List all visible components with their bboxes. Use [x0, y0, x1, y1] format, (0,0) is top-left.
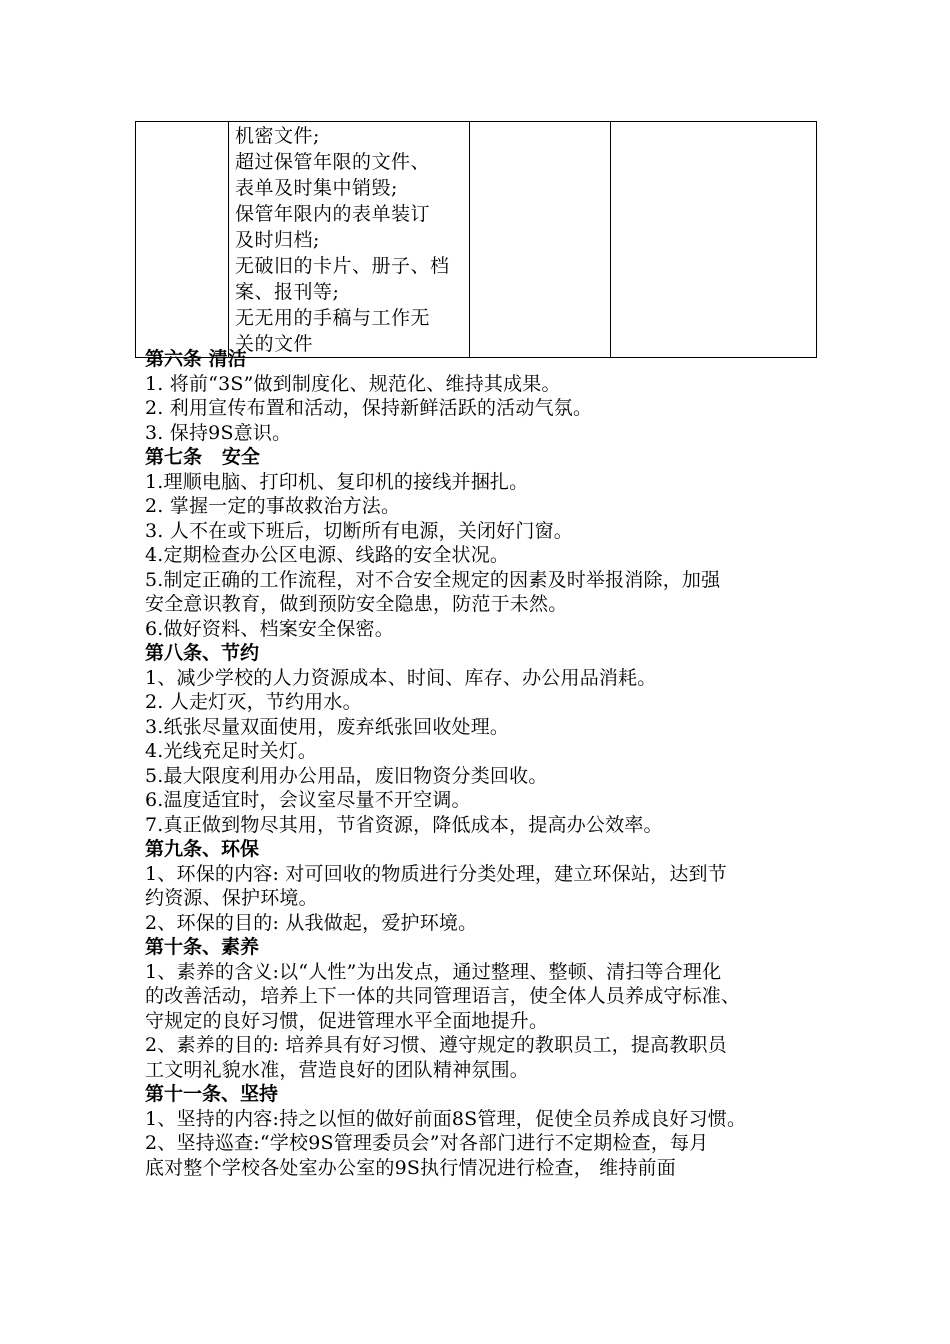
section-line: 1.理顺电脑、打印机、复印机的接线并捆扎。 [145, 470, 529, 493]
section-line: 工文明礼貌水准，营造良好的团队精神氛围。 [145, 1058, 530, 1081]
cell-line: 及时归档; [235, 229, 320, 251]
section-line: 7.真正做到物尽其用，节省资源，降低成本，提高办公效率。 [145, 813, 663, 836]
section-line: 3. 保持9S意识。 [145, 421, 292, 444]
section-line: 底对整个学校各处室办公室的9S执行情况进行检查， 维持前面 [145, 1156, 676, 1179]
section-heading: 第六条 清洁 [145, 348, 247, 370]
section-line: 6.做好资料、档案安全保密。 [145, 617, 394, 640]
section-line: 的改善活动，培养上下一体的共同管理语言，使全体人员养成守标准、 [145, 985, 741, 1007]
cell-line: 关的文件 [235, 333, 314, 355]
cell-line: 保管年限内的表单装订 [235, 203, 431, 225]
cell-line: 超过保管年限的文件、 [235, 151, 431, 173]
section-safety [145, 445, 835, 641]
cell-text [229, 122, 469, 357]
section-heading: 第九条、环保 [145, 838, 260, 860]
cell-line: 表单及时集中销毁; [235, 177, 398, 199]
section-line: 1、减少学校的人力资源成本、时间、库存、办公用品消耗。 [145, 666, 657, 689]
section-economy [145, 641, 835, 837]
section-line: 4.光线充足时关灯。 [145, 740, 318, 762]
cell-line: 案、报刊等; [235, 281, 340, 303]
section-line: 2. 掌握一定的事故救治方法。 [145, 495, 401, 517]
cell-line: 无破旧的卡片、册子、档 [235, 255, 450, 277]
section-heading: 第七条 安全 [145, 446, 260, 468]
section-line: 3.纸张尽量双面使用，废弃纸张回收处理。 [145, 715, 510, 738]
cell-line: 无无用的手稿与工作无 [235, 307, 431, 329]
table-row [136, 122, 817, 358]
section-line: 2、坚持巡查:“学校9S管理委员会”对各部门进行不定期检查，每月 [145, 1132, 709, 1154]
section-heading: 第八条、节约 [145, 642, 260, 664]
section-line: 1、环保的内容: 对可回收的物质进行分类处理，建立环保站，达到节 [145, 862, 727, 885]
section-line: 3. 人不在或下班后，切断所有电源，关闭好门窗。 [145, 519, 573, 542]
section-line: 2、环保的目的: 从我做起，爱护环境。 [145, 911, 478, 934]
section-heading: 第十一条、坚持 [145, 1083, 279, 1105]
section-persistence [145, 1082, 835, 1180]
table-cell-empty-1 [136, 122, 229, 358]
section-line: 4.定期检查办公区电源、线路的安全状况。 [145, 544, 510, 566]
section-line: 1. 将前“3S”做到制度化、规范化、维持其成果。 [145, 372, 561, 395]
document-body [145, 347, 835, 1180]
section-heading: 第十条、素养 [145, 936, 260, 958]
section-discipline [145, 935, 835, 1082]
section-line: 2、素养的目的: 培养具有好习惯、遵守规定的教职员工，提高教职员 [145, 1034, 727, 1056]
section-line: 1、素养的含义:以“人性”为出发点，通过整理、整顿、清扫等合理化 [145, 960, 722, 983]
section-environment [145, 837, 835, 935]
section-line: 约资源、保护环境。 [145, 887, 318, 909]
section-line: 守规定的良好习惯，促进管理水平全面地提升。 [145, 1009, 549, 1032]
table-cell-empty-2 [470, 122, 611, 358]
section-line: 2. 利用宣传布置和活动，保持新鲜活跃的活动气氛。 [145, 397, 593, 419]
table-cell-requirements [229, 122, 470, 358]
section-line: 2. 人走灯灭，节约用水。 [145, 691, 362, 713]
section-line: 6.温度适宜时，会议室尽量不开空调。 [145, 789, 471, 811]
section-line: 1、坚持的内容:持之以恒的做好前面8S管理，促使全员养成良好习惯。 [145, 1107, 747, 1130]
section-line: 5.制定正确的工作流程，对不合安全规定的因素及时举报消除，加强 [145, 568, 721, 591]
section-line: 5.最大限度利用办公用品，废旧物资分类回收。 [145, 764, 548, 787]
table-cell-empty-3 [611, 122, 817, 358]
section-cleanliness [145, 347, 835, 445]
rules-table [135, 121, 817, 358]
cell-line: 机密文件; [235, 125, 320, 147]
section-line: 安全意识教育，做到预防安全隐患，防范于未然。 [145, 593, 568, 615]
